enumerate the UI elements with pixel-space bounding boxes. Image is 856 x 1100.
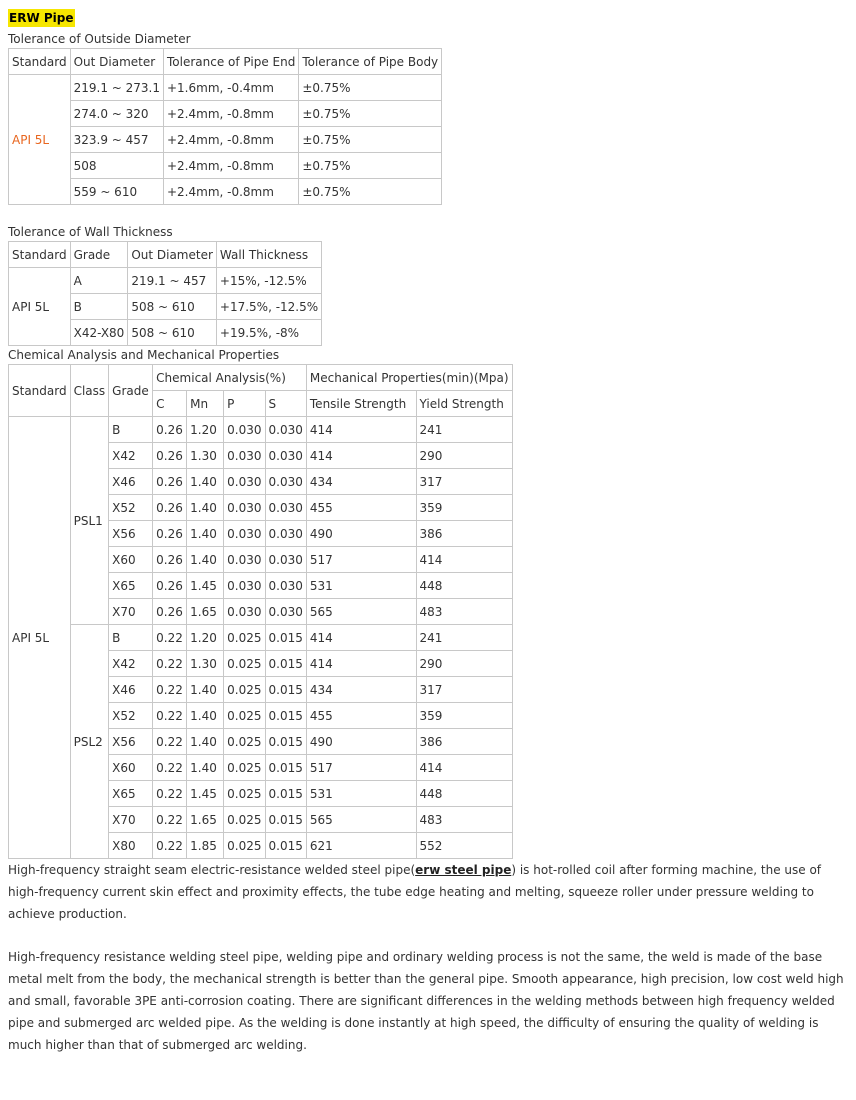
table-cell: 0.030 bbox=[224, 599, 265, 625]
table-cell: B bbox=[70, 294, 128, 320]
table-cell: 1.45 bbox=[187, 781, 224, 807]
od-tolerance-caption: Tolerance of Outside Diameter bbox=[8, 32, 191, 46]
table-cell: 1.40 bbox=[187, 755, 224, 781]
table-header-row bbox=[9, 365, 513, 391]
table-cell: 0.025 bbox=[224, 807, 265, 833]
header-cell: Yield Strength bbox=[416, 391, 512, 417]
table-cell: 0.22 bbox=[153, 703, 187, 729]
header-cell: Class bbox=[70, 365, 109, 417]
table-cell: +2.4mm, -0.8mm bbox=[163, 153, 298, 179]
table-cell: 434 bbox=[306, 677, 416, 703]
table-cell: X60 bbox=[109, 755, 153, 781]
table-cell: X56 bbox=[109, 521, 153, 547]
table-cell: 434 bbox=[306, 469, 416, 495]
table-cell: 0.22 bbox=[153, 625, 187, 651]
table-cell: 1.45 bbox=[187, 573, 224, 599]
table-cell: 0.26 bbox=[153, 573, 187, 599]
table-cell: X46 bbox=[109, 469, 153, 495]
table-cell: 274.0 ~ 320 bbox=[70, 101, 163, 127]
table-cell: A bbox=[70, 268, 128, 294]
table-cell: 0.030 bbox=[224, 547, 265, 573]
table-cell: X65 bbox=[109, 781, 153, 807]
table-cell: 1.40 bbox=[187, 729, 224, 755]
table-cell: 0.26 bbox=[153, 495, 187, 521]
table-cell: +15%, -12.5% bbox=[216, 268, 321, 294]
table-cell: 531 bbox=[306, 573, 416, 599]
table-cell: 455 bbox=[306, 495, 416, 521]
table-cell: 0.030 bbox=[224, 495, 265, 521]
header-cell: Tolerance of Pipe Body bbox=[299, 49, 442, 75]
header-cell: Tensile Strength bbox=[306, 391, 416, 417]
table-cell: 323.9 ~ 457 bbox=[70, 127, 163, 153]
page bbox=[8, 8, 844, 1056]
table-cell: 1.30 bbox=[187, 443, 224, 469]
table-cell: 219.1 ~ 273.1 bbox=[70, 75, 163, 101]
table-cell: 1.40 bbox=[187, 547, 224, 573]
table-header-row bbox=[9, 242, 322, 268]
table-cell: 0.030 bbox=[265, 547, 306, 573]
table-cell: 414 bbox=[416, 547, 512, 573]
table-cell: 1.85 bbox=[187, 833, 224, 859]
paragraph-text: ) is hot-rolled coil after forming machine, the use of high-frequency current skin effect and proximity effects, the tube edge heating and melting, squeeze roller under pressure welding to achieve production. bbox=[8, 863, 822, 921]
paragraph-erw-intro bbox=[8, 859, 844, 925]
header-cell: S bbox=[265, 391, 306, 417]
table-row bbox=[9, 75, 442, 101]
table-cell: 0.26 bbox=[153, 417, 187, 443]
table-cell: +19.5%, -8% bbox=[216, 320, 321, 346]
header-cell: Mechanical Properties(min)(Mpa) bbox=[306, 365, 512, 391]
table-cell: 0.015 bbox=[265, 677, 306, 703]
header-cell: P bbox=[224, 391, 265, 417]
table-cell: 0.015 bbox=[265, 833, 306, 859]
table-cell: 0.015 bbox=[265, 651, 306, 677]
chem-mech-body bbox=[9, 417, 513, 859]
table-cell: 490 bbox=[306, 521, 416, 547]
table-cell: X42-X80 bbox=[70, 320, 128, 346]
table-cell: 0.030 bbox=[265, 495, 306, 521]
wt-tolerance-table bbox=[8, 241, 322, 346]
table-cell: 517 bbox=[306, 755, 416, 781]
table-row bbox=[9, 417, 513, 443]
table-cell: 517 bbox=[306, 547, 416, 573]
table-cell: 1.20 bbox=[187, 625, 224, 651]
header-cell: Grade bbox=[70, 242, 128, 268]
table-cell: 0.22 bbox=[153, 729, 187, 755]
table-cell: 508 ~ 610 bbox=[128, 320, 217, 346]
class-cell: PSL2 bbox=[70, 625, 109, 859]
table-cell: ±0.75% bbox=[299, 127, 442, 153]
header-cell: Standard bbox=[9, 365, 71, 417]
table-cell: 0.025 bbox=[224, 833, 265, 859]
table-cell: ±0.75% bbox=[299, 101, 442, 127]
table-cell: 414 bbox=[416, 755, 512, 781]
table-cell: 414 bbox=[306, 625, 416, 651]
table-cell: B bbox=[109, 417, 153, 443]
table-cell: 290 bbox=[416, 651, 512, 677]
header-cell: Out Diameter bbox=[128, 242, 217, 268]
table-row bbox=[9, 153, 442, 179]
table-cell: 0.030 bbox=[224, 469, 265, 495]
table-cell: 0.025 bbox=[224, 755, 265, 781]
table-cell: ±0.75% bbox=[299, 153, 442, 179]
header-cell: Standard bbox=[9, 49, 71, 75]
table-cell: 0.025 bbox=[224, 703, 265, 729]
header-cell: Standard bbox=[9, 242, 71, 268]
table-cell: 0.26 bbox=[153, 469, 187, 495]
table-cell: 0.015 bbox=[265, 807, 306, 833]
table-row bbox=[9, 101, 442, 127]
table-cell: 0.025 bbox=[224, 729, 265, 755]
table-cell: 0.22 bbox=[153, 755, 187, 781]
table-cell: 455 bbox=[306, 703, 416, 729]
table-cell: 0.26 bbox=[153, 599, 187, 625]
table-cell: 1.40 bbox=[187, 521, 224, 547]
table-cell: 0.030 bbox=[265, 469, 306, 495]
chem-mech-caption: Chemical Analysis and Mechanical Properties bbox=[8, 348, 280, 362]
table-cell: 241 bbox=[416, 625, 512, 651]
table-header-row bbox=[9, 49, 442, 75]
standard-cell: API 5L bbox=[9, 268, 71, 346]
header-cell: Out Diameter bbox=[70, 49, 163, 75]
table-cell: 565 bbox=[306, 807, 416, 833]
table-cell: 0.26 bbox=[153, 547, 187, 573]
table-cell: ±0.75% bbox=[299, 179, 442, 205]
table-cell: 1.40 bbox=[187, 469, 224, 495]
table-cell: 0.030 bbox=[224, 443, 265, 469]
table-cell: X42 bbox=[109, 443, 153, 469]
table-cell: 0.26 bbox=[153, 443, 187, 469]
table-cell: 414 bbox=[306, 651, 416, 677]
table-cell: 0.22 bbox=[153, 807, 187, 833]
table-cell: 0.015 bbox=[265, 625, 306, 651]
table-cell: 448 bbox=[416, 573, 512, 599]
table-cell: ±0.75% bbox=[299, 75, 442, 101]
table-cell: 359 bbox=[416, 495, 512, 521]
table-cell: 1.40 bbox=[187, 495, 224, 521]
table-cell: 490 bbox=[306, 729, 416, 755]
table-cell: X42 bbox=[109, 651, 153, 677]
table-cell: 559 ~ 610 bbox=[70, 179, 163, 205]
wt-tolerance-caption: Tolerance of Wall Thickness bbox=[8, 225, 173, 239]
table-cell: 0.030 bbox=[265, 573, 306, 599]
table-cell: 0.015 bbox=[265, 729, 306, 755]
table-cell: 483 bbox=[416, 599, 512, 625]
table-cell: 359 bbox=[416, 703, 512, 729]
table-cell: X46 bbox=[109, 677, 153, 703]
paragraph-text: High-frequency straight seam electric-resistance welded steel pipe( bbox=[8, 863, 416, 877]
table-cell: +17.5%, -12.5% bbox=[216, 294, 321, 320]
table-cell: 621 bbox=[306, 833, 416, 859]
table-cell: 1.65 bbox=[187, 599, 224, 625]
standard-cell: API 5L bbox=[9, 417, 71, 859]
table-cell: 0.22 bbox=[153, 781, 187, 807]
table-cell: +2.4mm, -0.8mm bbox=[163, 101, 298, 127]
title-wrap bbox=[8, 8, 844, 30]
table-cell: +2.4mm, -0.8mm bbox=[163, 127, 298, 153]
table-cell: 565 bbox=[306, 599, 416, 625]
table-cell: 508 bbox=[70, 153, 163, 179]
table-cell: 0.030 bbox=[224, 573, 265, 599]
page-title: ERW Pipe bbox=[9, 11, 74, 25]
table-cell: +2.4mm, -0.8mm bbox=[163, 179, 298, 205]
table-cell: 0.22 bbox=[153, 677, 187, 703]
table-cell: B bbox=[109, 625, 153, 651]
class-cell: PSL1 bbox=[70, 417, 109, 625]
table-cell: 0.025 bbox=[224, 677, 265, 703]
table-row bbox=[9, 268, 322, 294]
table-cell: X60 bbox=[109, 547, 153, 573]
table-cell: 0.030 bbox=[265, 417, 306, 443]
header-cell: Wall Thickness bbox=[216, 242, 321, 268]
table-cell: 1.30 bbox=[187, 651, 224, 677]
table-cell: 0.26 bbox=[153, 521, 187, 547]
table-row bbox=[9, 625, 513, 651]
table-cell: 552 bbox=[416, 833, 512, 859]
spacer bbox=[8, 205, 844, 223]
table-cell: 0.22 bbox=[153, 833, 187, 859]
table-cell: X56 bbox=[109, 729, 153, 755]
table-cell: 0.025 bbox=[224, 651, 265, 677]
header-cell: Chemical Analysis(%) bbox=[153, 365, 307, 391]
table-cell: +1.6mm, -0.4mm bbox=[163, 75, 298, 101]
table-cell: 0.030 bbox=[224, 417, 265, 443]
table-cell: 1.20 bbox=[187, 417, 224, 443]
table-cell: 0.030 bbox=[224, 521, 265, 547]
table-cell: 290 bbox=[416, 443, 512, 469]
table-cell: 1.40 bbox=[187, 703, 224, 729]
table-cell: 414 bbox=[306, 443, 416, 469]
table-cell: 1.40 bbox=[187, 677, 224, 703]
table-cell: 483 bbox=[416, 807, 512, 833]
table-cell: 0.015 bbox=[265, 781, 306, 807]
table-cell: 1.65 bbox=[187, 807, 224, 833]
table-row bbox=[9, 179, 442, 205]
header-cell: C bbox=[153, 391, 187, 417]
table-cell: X70 bbox=[109, 807, 153, 833]
table-cell: 386 bbox=[416, 729, 512, 755]
table-cell: 386 bbox=[416, 521, 512, 547]
table-cell: X52 bbox=[109, 703, 153, 729]
table-cell: 317 bbox=[416, 677, 512, 703]
od-tolerance-table bbox=[8, 48, 442, 205]
table-cell: 508 ~ 610 bbox=[128, 294, 217, 320]
spacer bbox=[8, 925, 844, 946]
table-cell: X70 bbox=[109, 599, 153, 625]
table-cell: 219.1 ~ 457 bbox=[128, 268, 217, 294]
table-row bbox=[9, 127, 442, 153]
table-cell: X52 bbox=[109, 495, 153, 521]
header-cell: Mn bbox=[187, 391, 224, 417]
table-cell: 448 bbox=[416, 781, 512, 807]
table-cell: X65 bbox=[109, 573, 153, 599]
table-cell: 0.025 bbox=[224, 625, 265, 651]
table-cell: 531 bbox=[306, 781, 416, 807]
table-cell: 0.030 bbox=[265, 599, 306, 625]
table-cell: 0.015 bbox=[265, 703, 306, 729]
table-cell: X80 bbox=[109, 833, 153, 859]
table-cell: 317 bbox=[416, 469, 512, 495]
table-cell: 0.22 bbox=[153, 651, 187, 677]
standard-cell: API 5L bbox=[9, 75, 71, 205]
chem-mech-table bbox=[8, 364, 513, 859]
paragraph-hf-welding: High-frequency resistance welding steel pipe, welding pipe and ordinary welding process is not the same, the weld is made of the base metal melt from the body, the mechanical strength is better than the general pipe. Smooth appearance, high precision, low cost weld high and small, favorable 3PE anti-corrosion coating. There are significant differences in the welding methods between high frequency welded pipe and submerged arc welded pipe. As the welding is done instantly at high speed, the difficulty of ensuring the quality of welding is much higher than that of submerged arc welding. bbox=[8, 950, 844, 1052]
erw-steel-pipe-link[interactable]: erw steel pipe bbox=[415, 863, 512, 877]
header-cell: Tolerance of Pipe End bbox=[163, 49, 298, 75]
table-cell: 414 bbox=[306, 417, 416, 443]
header-cell: Grade bbox=[109, 365, 153, 417]
table-cell: 0.025 bbox=[224, 781, 265, 807]
table-cell: 241 bbox=[416, 417, 512, 443]
table-cell: 0.030 bbox=[265, 521, 306, 547]
table-cell: 0.015 bbox=[265, 755, 306, 781]
table-cell: 0.030 bbox=[265, 443, 306, 469]
